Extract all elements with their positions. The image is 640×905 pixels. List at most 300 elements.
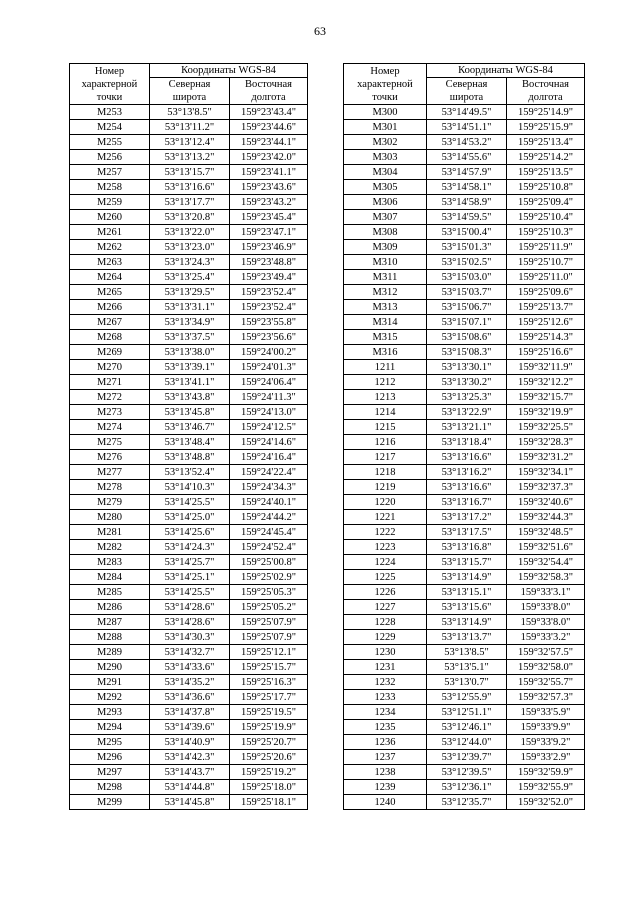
longitude-header-line2: долгота (507, 91, 585, 105)
table-row (70, 120, 308, 135)
latitude-cell: 53°14'28.6" (150, 600, 230, 615)
table-row (344, 285, 585, 300)
latitude-cell: 53°15'03.7" (427, 285, 507, 300)
point-number-cell: 1230 (344, 645, 427, 660)
point-number-cell: 1231 (344, 660, 427, 675)
longitude-cell: 159°33'9.9" (507, 720, 585, 735)
point-number-cell: М257 (70, 165, 150, 180)
longitude-cell: 159°32'48.5" (507, 525, 585, 540)
longitude-cell: 159°24'00.2" (230, 345, 308, 360)
latitude-cell: 53°15'08.6" (427, 330, 507, 345)
point-number-cell: М258 (70, 180, 150, 195)
table-row (70, 630, 308, 645)
table-row (70, 555, 308, 570)
longitude-cell: 159°25'19.2" (230, 765, 308, 780)
latitude-cell: 53°13'20.8" (150, 210, 230, 225)
latitude-cell: 53°13'0.7" (427, 675, 507, 690)
table-row (344, 795, 585, 810)
latitude-cell: 53°13'16.7" (427, 495, 507, 510)
latitude-cell: 53°14'58.1" (427, 180, 507, 195)
latitude-cell: 53°13'22.0" (150, 225, 230, 240)
table-row (344, 495, 585, 510)
table-row (70, 345, 308, 360)
table-row (70, 525, 308, 540)
longitude-cell: 159°23'44.1" (230, 135, 308, 150)
latitude-cell: 53°12'39.5" (427, 765, 507, 780)
point-number-cell: М262 (70, 240, 150, 255)
longitude-cell: 159°25'16.6" (507, 345, 585, 360)
longitude-cell: 159°25'18.0" (230, 780, 308, 795)
latitude-cell: 53°14'25.7" (150, 555, 230, 570)
table-row (70, 510, 308, 525)
latitude-cell: 53°13'13.7" (427, 630, 507, 645)
latitude-cell: 53°14'32.7" (150, 645, 230, 660)
longitude-cell: 159°25'05.2" (230, 600, 308, 615)
latitude-cell: 53°13'13.2" (150, 150, 230, 165)
longitude-cell: 159°25'12.6" (507, 315, 585, 330)
table-row (70, 240, 308, 255)
table-row (344, 705, 585, 720)
table-row (70, 390, 308, 405)
longitude-cell: 159°24'45.4" (230, 525, 308, 540)
left-table-body (70, 105, 308, 810)
latitude-cell: 53°15'08.3" (427, 345, 507, 360)
latitude-cell: 53°13'15.6" (427, 600, 507, 615)
latitude-cell: 53°14'49.5" (427, 105, 507, 120)
latitude-cell: 53°13'25.4" (150, 270, 230, 285)
latitude-header-line2: широта (427, 91, 507, 105)
table-row (344, 540, 585, 555)
longitude-cell: 159°24'01.3" (230, 360, 308, 375)
latitude-cell: 53°13'43.8" (150, 390, 230, 405)
point-number-cell: М305 (344, 180, 427, 195)
table-row (70, 405, 308, 420)
longitude-cell: 159°24'44.2" (230, 510, 308, 525)
point-number-cell: 1228 (344, 615, 427, 630)
point-number-cell: М283 (70, 555, 150, 570)
point-number-cell: 1222 (344, 525, 427, 540)
longitude-cell: 159°32'37.3" (507, 480, 585, 495)
longitude-cell: 159°32'57.3" (507, 690, 585, 705)
latitude-cell: 53°13'39.1" (150, 360, 230, 375)
table-row (70, 315, 308, 330)
longitude-cell: 159°25'05.3" (230, 585, 308, 600)
point-number-cell: М306 (344, 195, 427, 210)
latitude-cell: 53°14'25.0" (150, 510, 230, 525)
latitude-cell: 53°13'45.8" (150, 405, 230, 420)
latitude-cell: 53°13'46.7" (150, 420, 230, 435)
longitude-cell: 159°32'12.2" (507, 375, 585, 390)
latitude-cell: 53°14'45.8" (150, 795, 230, 810)
table-row (70, 375, 308, 390)
longitude-cell: 159°25'11.0" (507, 270, 585, 285)
point-number-cell: 1233 (344, 690, 427, 705)
point-number-header: Номер характерной точки (70, 64, 150, 105)
table-row (70, 210, 308, 225)
longitude-cell: 159°25'07.9" (230, 615, 308, 630)
point-number-cell: 1234 (344, 705, 427, 720)
longitude-cell: 159°25'09.4" (507, 195, 585, 210)
longitude-cell: 159°24'16.4" (230, 450, 308, 465)
point-number-cell: М281 (70, 525, 150, 540)
table-row (344, 765, 585, 780)
table-row (70, 540, 308, 555)
latitude-cell: 53°13'24.3" (150, 255, 230, 270)
table-row (70, 480, 308, 495)
longitude-cell: 159°32'11.9" (507, 360, 585, 375)
table-row (344, 165, 585, 180)
longitude-cell: 159°23'56.6" (230, 330, 308, 345)
table-row (70, 720, 308, 735)
table-row (344, 510, 585, 525)
longitude-cell: 159°33'3.1" (507, 585, 585, 600)
longitude-header-line2: долгота (230, 91, 308, 105)
longitude-cell: 159°25'13.5" (507, 165, 585, 180)
table-row (344, 405, 585, 420)
table-row (344, 435, 585, 450)
table-row (70, 660, 308, 675)
latitude-cell: 53°12'39.7" (427, 750, 507, 765)
point-number-cell: М279 (70, 495, 150, 510)
longitude-cell: 159°23'43.2" (230, 195, 308, 210)
table-row (344, 135, 585, 150)
latitude-cell: 53°13'29.5" (150, 285, 230, 300)
longitude-cell: 159°23'47.1" (230, 225, 308, 240)
longitude-cell: 159°23'48.8" (230, 255, 308, 270)
table-row (344, 525, 585, 540)
table-row (70, 450, 308, 465)
longitude-cell: 159°23'55.8" (230, 315, 308, 330)
latitude-cell: 53°13'38.0" (150, 345, 230, 360)
table-row (344, 420, 585, 435)
latitude-cell: 53°14'25.5" (150, 585, 230, 600)
point-number-cell: М261 (70, 225, 150, 240)
table-row (344, 120, 585, 135)
point-number-cell: М311 (344, 270, 427, 285)
longitude-cell: 159°25'19.5" (230, 705, 308, 720)
longitude-cell: 159°32'55.7" (507, 675, 585, 690)
latitude-cell: 53°14'24.3" (150, 540, 230, 555)
longitude-cell: 159°25'20.7" (230, 735, 308, 750)
coordinates-table-right (343, 63, 585, 810)
latitude-cell: 53°14'40.9" (150, 735, 230, 750)
point-number-cell: М286 (70, 600, 150, 615)
latitude-cell: 53°13'52.4" (150, 465, 230, 480)
longitude-cell: 159°24'52.4" (230, 540, 308, 555)
longitude-cell: 159°23'46.9" (230, 240, 308, 255)
table-row (70, 600, 308, 615)
point-number-cell: М297 (70, 765, 150, 780)
latitude-cell: 53°13'8.5" (427, 645, 507, 660)
latitude-cell: 53°13'14.9" (427, 570, 507, 585)
longitude-cell: 159°24'34.3" (230, 480, 308, 495)
point-number-cell: М291 (70, 675, 150, 690)
point-number-cell: М307 (344, 210, 427, 225)
table-row (70, 420, 308, 435)
point-number-cell: М288 (70, 630, 150, 645)
table-row (344, 480, 585, 495)
longitude-cell: 159°25'10.7" (507, 255, 585, 270)
longitude-cell: 159°32'51.6" (507, 540, 585, 555)
longitude-cell: 159°24'13.0" (230, 405, 308, 420)
longitude-cell: 159°25'14.2" (507, 150, 585, 165)
point-number-cell: М293 (70, 705, 150, 720)
point-number-cell: М299 (70, 795, 150, 810)
latitude-cell: 53°13'17.7" (150, 195, 230, 210)
point-number-cell: М289 (70, 645, 150, 660)
table-row (344, 105, 585, 120)
point-number-cell: М303 (344, 150, 427, 165)
point-number-cell: 1226 (344, 585, 427, 600)
longitude-cell: 159°25'07.9" (230, 630, 308, 645)
latitude-cell: 53°14'10.3" (150, 480, 230, 495)
point-number-cell: М282 (70, 540, 150, 555)
latitude-cell: 53°13'15.1" (427, 585, 507, 600)
point-number-cell: 1218 (344, 465, 427, 480)
point-number-header: Номер характерной точки (344, 64, 427, 105)
point-number-cell: М259 (70, 195, 150, 210)
table-row (70, 330, 308, 345)
point-number-cell: М300 (344, 105, 427, 120)
latitude-cell: 53°13'34.9" (150, 315, 230, 330)
point-number-cell: М315 (344, 330, 427, 345)
table-row (70, 765, 308, 780)
longitude-cell: 159°23'52.4" (230, 300, 308, 315)
longitude-cell: 159°24'14.6" (230, 435, 308, 450)
point-number-cell: М266 (70, 300, 150, 315)
latitude-cell: 53°13'30.1" (427, 360, 507, 375)
longitude-cell: 159°32'19.9" (507, 405, 585, 420)
table-row (70, 300, 308, 315)
longitude-cell: 159°25'18.1" (230, 795, 308, 810)
longitude-cell: 159°25'11.9" (507, 240, 585, 255)
longitude-cell: 159°33'2.9" (507, 750, 585, 765)
table-row (70, 225, 308, 240)
point-number-cell: М304 (344, 165, 427, 180)
table-row (344, 150, 585, 165)
table-row (344, 315, 585, 330)
table-row (70, 675, 308, 690)
coordinates-table-left (69, 63, 308, 810)
table-row (70, 780, 308, 795)
latitude-cell: 53°13'16.2" (427, 465, 507, 480)
point-number-cell: 1225 (344, 570, 427, 585)
latitude-cell: 53°14'59.5" (427, 210, 507, 225)
longitude-cell: 159°25'10.3" (507, 225, 585, 240)
longitude-cell: 159°24'12.5" (230, 420, 308, 435)
table-row (70, 615, 308, 630)
page-number: 63 (314, 24, 326, 38)
point-number-cell: М308 (344, 225, 427, 240)
table-row (70, 735, 308, 750)
point-number-cell: М255 (70, 135, 150, 150)
table-row (344, 195, 585, 210)
point-number-cell: М272 (70, 390, 150, 405)
latitude-cell: 53°13'22.9" (427, 405, 507, 420)
longitude-cell: 159°33'8.0" (507, 600, 585, 615)
table-row (344, 450, 585, 465)
latitude-cell: 53°13'12.4" (150, 135, 230, 150)
point-number-cell: М273 (70, 405, 150, 420)
latitude-cell: 53°13'48.4" (150, 435, 230, 450)
point-number-cell: М316 (344, 345, 427, 360)
table-row (344, 375, 585, 390)
point-number-cell: 1212 (344, 375, 427, 390)
latitude-header-line1: Северная (427, 78, 507, 92)
longitude-cell: 159°25'14.9" (507, 105, 585, 120)
latitude-header-line2: широта (150, 91, 230, 105)
latitude-cell: 53°13'41.1" (150, 375, 230, 390)
table-row (70, 285, 308, 300)
longitude-cell: 159°32'58.0" (507, 660, 585, 675)
latitude-cell: 53°14'33.6" (150, 660, 230, 675)
table-row (344, 615, 585, 630)
latitude-cell: 53°13'15.7" (427, 555, 507, 570)
point-number-cell: М284 (70, 570, 150, 585)
latitude-cell: 53°13'11.2" (150, 120, 230, 135)
right-table-body (344, 105, 585, 810)
point-number-cell: М275 (70, 435, 150, 450)
table-row (344, 570, 585, 585)
longitude-cell: 159°23'45.4" (230, 210, 308, 225)
longitude-cell: 159°33'9.2" (507, 735, 585, 750)
point-number-cell: 1220 (344, 495, 427, 510)
latitude-cell: 53°14'55.6" (427, 150, 507, 165)
table-row (344, 630, 585, 645)
longitude-cell: 159°25'00.8" (230, 555, 308, 570)
longitude-cell: 159°32'54.4" (507, 555, 585, 570)
longitude-cell: 159°32'52.0" (507, 795, 585, 810)
latitude-cell: 53°13'31.1" (150, 300, 230, 315)
point-number-cell: 1216 (344, 435, 427, 450)
latitude-cell: 53°14'25.5" (150, 495, 230, 510)
latitude-cell: 53°15'06.7" (427, 300, 507, 315)
longitude-header-line1: Восточная (507, 78, 585, 92)
point-number-cell: 1211 (344, 360, 427, 375)
longitude-cell: 159°32'31.2" (507, 450, 585, 465)
longitude-cell: 159°25'20.6" (230, 750, 308, 765)
table-row (344, 240, 585, 255)
longitude-cell: 159°32'59.9" (507, 765, 585, 780)
latitude-cell: 53°14'25.1" (150, 570, 230, 585)
coordinates-header: Координаты WGS-84 (150, 64, 308, 78)
latitude-cell: 53°13'5.1" (427, 660, 507, 675)
longitude-cell: 159°32'34.1" (507, 465, 585, 480)
point-number-cell: М280 (70, 510, 150, 525)
longitude-cell: 159°25'12.1" (230, 645, 308, 660)
table-row (70, 195, 308, 210)
longitude-cell: 159°24'06.4" (230, 375, 308, 390)
table-row (344, 720, 585, 735)
longitude-cell: 159°32'15.7" (507, 390, 585, 405)
point-number-cell: М302 (344, 135, 427, 150)
point-number-cell: 1239 (344, 780, 427, 795)
table-row (344, 600, 585, 615)
table-row (70, 570, 308, 585)
longitude-cell: 159°25'09.6" (507, 285, 585, 300)
table-row (344, 360, 585, 375)
point-number-cell: М260 (70, 210, 150, 225)
point-number-cell: М312 (344, 285, 427, 300)
point-number-cell: М263 (70, 255, 150, 270)
longitude-cell: 159°24'40.1" (230, 495, 308, 510)
latitude-cell: 53°13'18.4" (427, 435, 507, 450)
point-number-cell: М296 (70, 750, 150, 765)
longitude-cell: 159°25'17.7" (230, 690, 308, 705)
longitude-cell: 159°23'42.0" (230, 150, 308, 165)
table-row (70, 150, 308, 165)
point-number-cell: 1232 (344, 675, 427, 690)
latitude-cell: 53°14'43.7" (150, 765, 230, 780)
table-row (344, 300, 585, 315)
table-row (70, 360, 308, 375)
longitude-cell: 159°23'43.6" (230, 180, 308, 195)
point-number-cell: М290 (70, 660, 150, 675)
point-number-cell: М292 (70, 690, 150, 705)
latitude-cell: 53°15'00.4" (427, 225, 507, 240)
latitude-cell: 53°12'35.7" (427, 795, 507, 810)
point-number-cell: 1227 (344, 600, 427, 615)
latitude-cell: 53°13'23.0" (150, 240, 230, 255)
table-row (344, 555, 585, 570)
longitude-cell: 159°32'40.6" (507, 495, 585, 510)
longitude-cell: 159°33'8.0" (507, 615, 585, 630)
table-row (70, 270, 308, 285)
table-row (70, 750, 308, 765)
point-number-cell: М278 (70, 480, 150, 495)
point-number-cell: М276 (70, 450, 150, 465)
latitude-cell: 53°13'17.2" (427, 510, 507, 525)
latitude-cell: 53°13'16.6" (427, 450, 507, 465)
latitude-cell: 53°15'01.3" (427, 240, 507, 255)
latitude-cell: 53°12'55.9" (427, 690, 507, 705)
table-row (70, 135, 308, 150)
latitude-cell: 53°14'37.8" (150, 705, 230, 720)
longitude-cell: 159°25'10.4" (507, 210, 585, 225)
point-number-cell: М313 (344, 300, 427, 315)
table-row (344, 675, 585, 690)
point-number-cell: М268 (70, 330, 150, 345)
table-row (344, 390, 585, 405)
latitude-cell: 53°12'44.0" (427, 735, 507, 750)
longitude-cell: 159°25'15.7" (230, 660, 308, 675)
table-row (344, 585, 585, 600)
table-row (70, 435, 308, 450)
table-row (344, 780, 585, 795)
point-number-cell: 1215 (344, 420, 427, 435)
point-number-cell: М298 (70, 780, 150, 795)
longitude-cell: 159°32'44.3" (507, 510, 585, 525)
table-row (344, 735, 585, 750)
table-row (70, 105, 308, 120)
latitude-cell: 53°15'02.5" (427, 255, 507, 270)
point-number-cell: М277 (70, 465, 150, 480)
latitude-cell: 53°14'51.1" (427, 120, 507, 135)
latitude-cell: 53°14'57.9" (427, 165, 507, 180)
point-number-cell: М267 (70, 315, 150, 330)
point-number-cell: 1229 (344, 630, 427, 645)
longitude-cell: 159°24'22.4" (230, 465, 308, 480)
point-number-cell: 1224 (344, 555, 427, 570)
latitude-cell: 53°13'16.8" (427, 540, 507, 555)
latitude-cell: 53°13'8.5" (150, 105, 230, 120)
point-number-cell: М264 (70, 270, 150, 285)
point-number-cell: М274 (70, 420, 150, 435)
table-row (70, 585, 308, 600)
point-number-cell: М269 (70, 345, 150, 360)
latitude-cell: 53°13'25.3" (427, 390, 507, 405)
table-row (344, 660, 585, 675)
